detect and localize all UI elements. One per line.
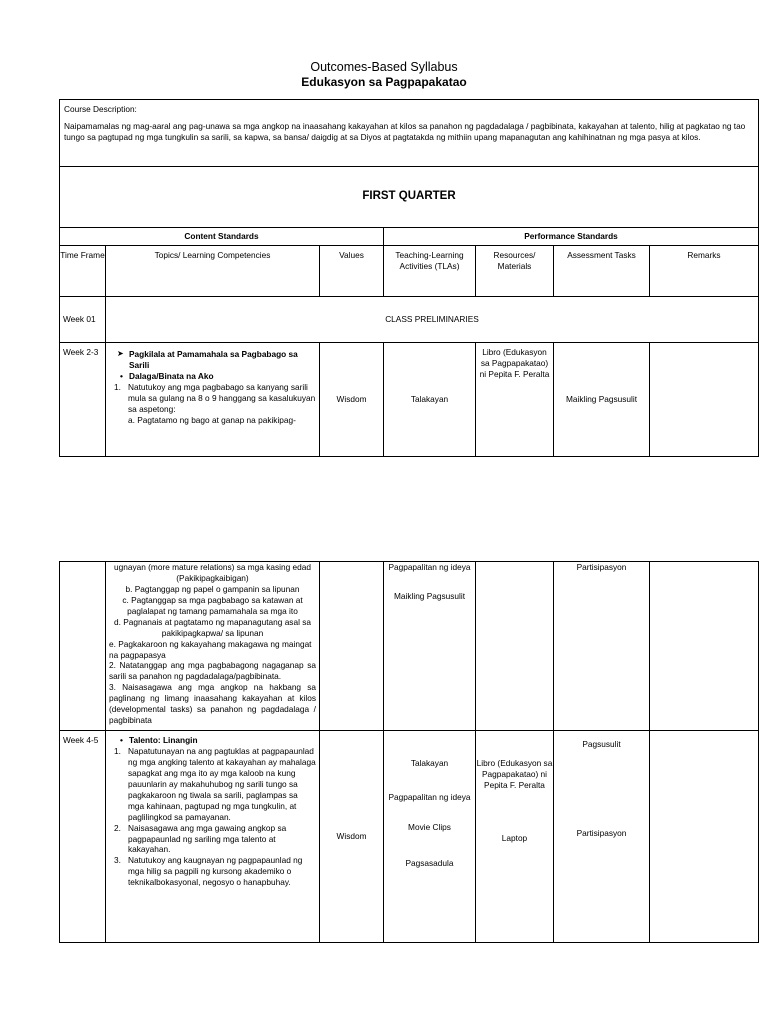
competency-item [109, 823, 316, 856]
continued-values [320, 562, 384, 731]
week01-time: Week 01 [60, 297, 106, 343]
week45-assessment-1: Pagsusulit [582, 739, 621, 750]
continued-time [60, 562, 106, 731]
course-description-cell [60, 100, 759, 167]
item-number: 2. [114, 822, 121, 833]
week45-topics [106, 731, 320, 943]
item-number: 3. [114, 855, 121, 866]
week45-values: Wisdom [320, 731, 384, 943]
continued-tla [384, 562, 476, 731]
continued-line-b: b. Pagtanggap ng papel o gampanin sa lipunan [125, 583, 300, 594]
week23-assessment: Maikling Pagsusulit [554, 343, 650, 457]
week45-remarks [650, 731, 759, 943]
syllabus-table-page2 [59, 561, 759, 943]
course-description-text: Naipamamalas ng mag-aaral ang pag-unawa sa mga angkop na inaasahang kakayahan at kilos sa panahon ng pagdadalaga / pagbibinata, kakayahan at talento, hilig at pagkatao ng tao tungo sa pagtupad ng mga tungkulin sa sarili, sa kapwa, sa bansa/ daigdig at sa Diyos at pagtatakda ng mithiin upang mapanagutan ang kahihinatnan ng mga pasya at kilos. [64, 120, 746, 142]
continued-line-d: d. Pagnanais at pagtatamo ng mapanagutang asal sa pakikipagkapwa/ sa lipunan [114, 616, 311, 638]
column-header-row [60, 246, 759, 297]
class-preliminaries: CLASS PRELIMINARIES [106, 297, 759, 343]
week45-tla-2: Pagpapalitan ng ideya [388, 792, 471, 802]
week45-assessment-2: Partisipasyon [576, 828, 627, 838]
week45-resources [476, 731, 554, 943]
week45-resources-2: Laptop [501, 832, 528, 843]
course-description-row [60, 100, 759, 167]
topic-bullet-text: Dalaga/Binata na Ako [129, 370, 214, 381]
week23-row [60, 343, 759, 457]
week45-tla [384, 731, 476, 943]
week45-row [60, 731, 759, 943]
header-tla: Teaching-Learning Activities (TLAs) [384, 246, 476, 297]
continued-line-2: 2. Natatanggap ang mga pagbabagong nagaganap sa sarili sa panahon ng pagdadalaga/pagbibinata. [109, 660, 316, 682]
week45-assessment [554, 731, 650, 943]
header-assessment: Assessment Tasks [554, 246, 650, 297]
week45-tla-1: Talakayan [410, 758, 449, 769]
header-resources: Resources/ Materials [476, 246, 554, 297]
competency-item [109, 382, 316, 415]
header-time-frame: Time Frame [60, 246, 106, 297]
document-subtitle: Edukasyon sa Pagpapakatao [301, 75, 467, 89]
header-values: Values [320, 246, 384, 297]
competency-text: Natutukoy ang mga pagbabago sa kanyang sarili mula sa gulang na 8 o 9 hanggang sa kasalukuyan sa aspetong: [128, 381, 316, 414]
topic-heading-text: Pagkilala at Pamamahala sa Pagbabago sa Sarili [129, 349, 298, 370]
competency-item [109, 746, 316, 823]
week45-time: Week 4-5 [60, 731, 106, 943]
week23-values: Wisdom [320, 343, 384, 457]
course-description-label: Course Description: [64, 104, 137, 114]
continued-remarks [650, 562, 759, 731]
continued-tla-1: Pagpapalitan ng ideya [388, 562, 471, 572]
continued-resources [476, 562, 554, 731]
continued-line-a: ugnayan (more mature relations) sa mga kasing edad (Pakikipagkaibigan) [114, 562, 311, 583]
week45-resources-1: Libro (Edukasyon sa Pagpapakatao) ni Pepita F. Peralta [476, 758, 553, 790]
item-number: 1. [114, 381, 121, 392]
standards-row [60, 228, 759, 246]
header-topics: Topics/ Learning Competencies [106, 246, 320, 297]
item-number: 1. [114, 746, 121, 756]
week23-remarks [650, 343, 759, 457]
continued-line-3: 3. Naisasagawa ang mga angkop na hakbang sa paglinang ng limang inaasahang kakayahan at kilos (developmental tasks) sa panahon ng pagdadalaga / pagbibinata [109, 682, 316, 726]
topic-heading [109, 349, 316, 371]
continued-line-c: c. Pagtanggap sa mga pagbabago sa katawan at paglalapat ng tamang pamamahala sa mga ito [122, 594, 303, 616]
week45-tla-3: Movie Clips [408, 821, 451, 832]
document-title: Outcomes-Based Syllabus [310, 60, 458, 74]
competency-text: Napatutunayan na ang pagtuklas at pagpapaunlad ng mga angking talento at kakayahan ay mahalaga sapagkat ang mga ito ay mga kaloob na kung pauunlarin ay makahuhubog ng sarili tungo sa pagkakaroon ng tiwala sa sarili, paglampas sa mga kahinaan, pagtupad ng mga tungkulin, at paglilingkod sa pamayanan. [128, 746, 316, 822]
week23-resources: Libro (Edukasyon sa Pagpapakatao) ni Pepita F. Peralta [476, 343, 554, 457]
continued-topics [106, 562, 320, 731]
topic-bullet [109, 735, 316, 746]
topic-bullet [109, 371, 316, 382]
week23-tla: Talakayan [384, 343, 476, 457]
continued-line-e: e. Pagkakaroon ng kakayahang makagawa ng maingat na pagpapasya [109, 638, 312, 660]
content-standards-heading: Content Standards [60, 228, 384, 246]
continued-row [60, 562, 759, 731]
week45-tla-4: Pagsasadula [405, 857, 454, 868]
continued-assessment: Partisipasyon [554, 562, 650, 731]
competency-text: Natutukoy ang kaugnayan ng pagpapaunlad ng mga hilig sa pagpili ng kursong akademiko o teknikalbokasyonal, negosyo o hanapbuhay. [128, 855, 303, 888]
syllabus-table-page1 [59, 99, 759, 457]
performance-standards-heading: Performance Standards [384, 228, 759, 246]
week01-row [60, 297, 759, 343]
competency-subitem: a. Pagtatamo ng bago at ganap na pakikipag- [128, 414, 296, 425]
competency-text: Naisasagawa ang mga gawaing angkop sa pagpapaunlad ng sariling mga talento at kakayahan. [128, 822, 287, 855]
quarter-row [60, 167, 759, 228]
header-remarks: Remarks [650, 246, 759, 297]
topic-bullet-text: Talento: Linangin [129, 735, 198, 746]
week23-topics [106, 343, 320, 457]
competency-item [109, 855, 316, 888]
week23-time: Week 2-3 [60, 343, 106, 457]
quarter-heading: FIRST QUARTER [60, 167, 759, 228]
continued-tla-2: Maikling Pagsusulit [393, 590, 466, 601]
